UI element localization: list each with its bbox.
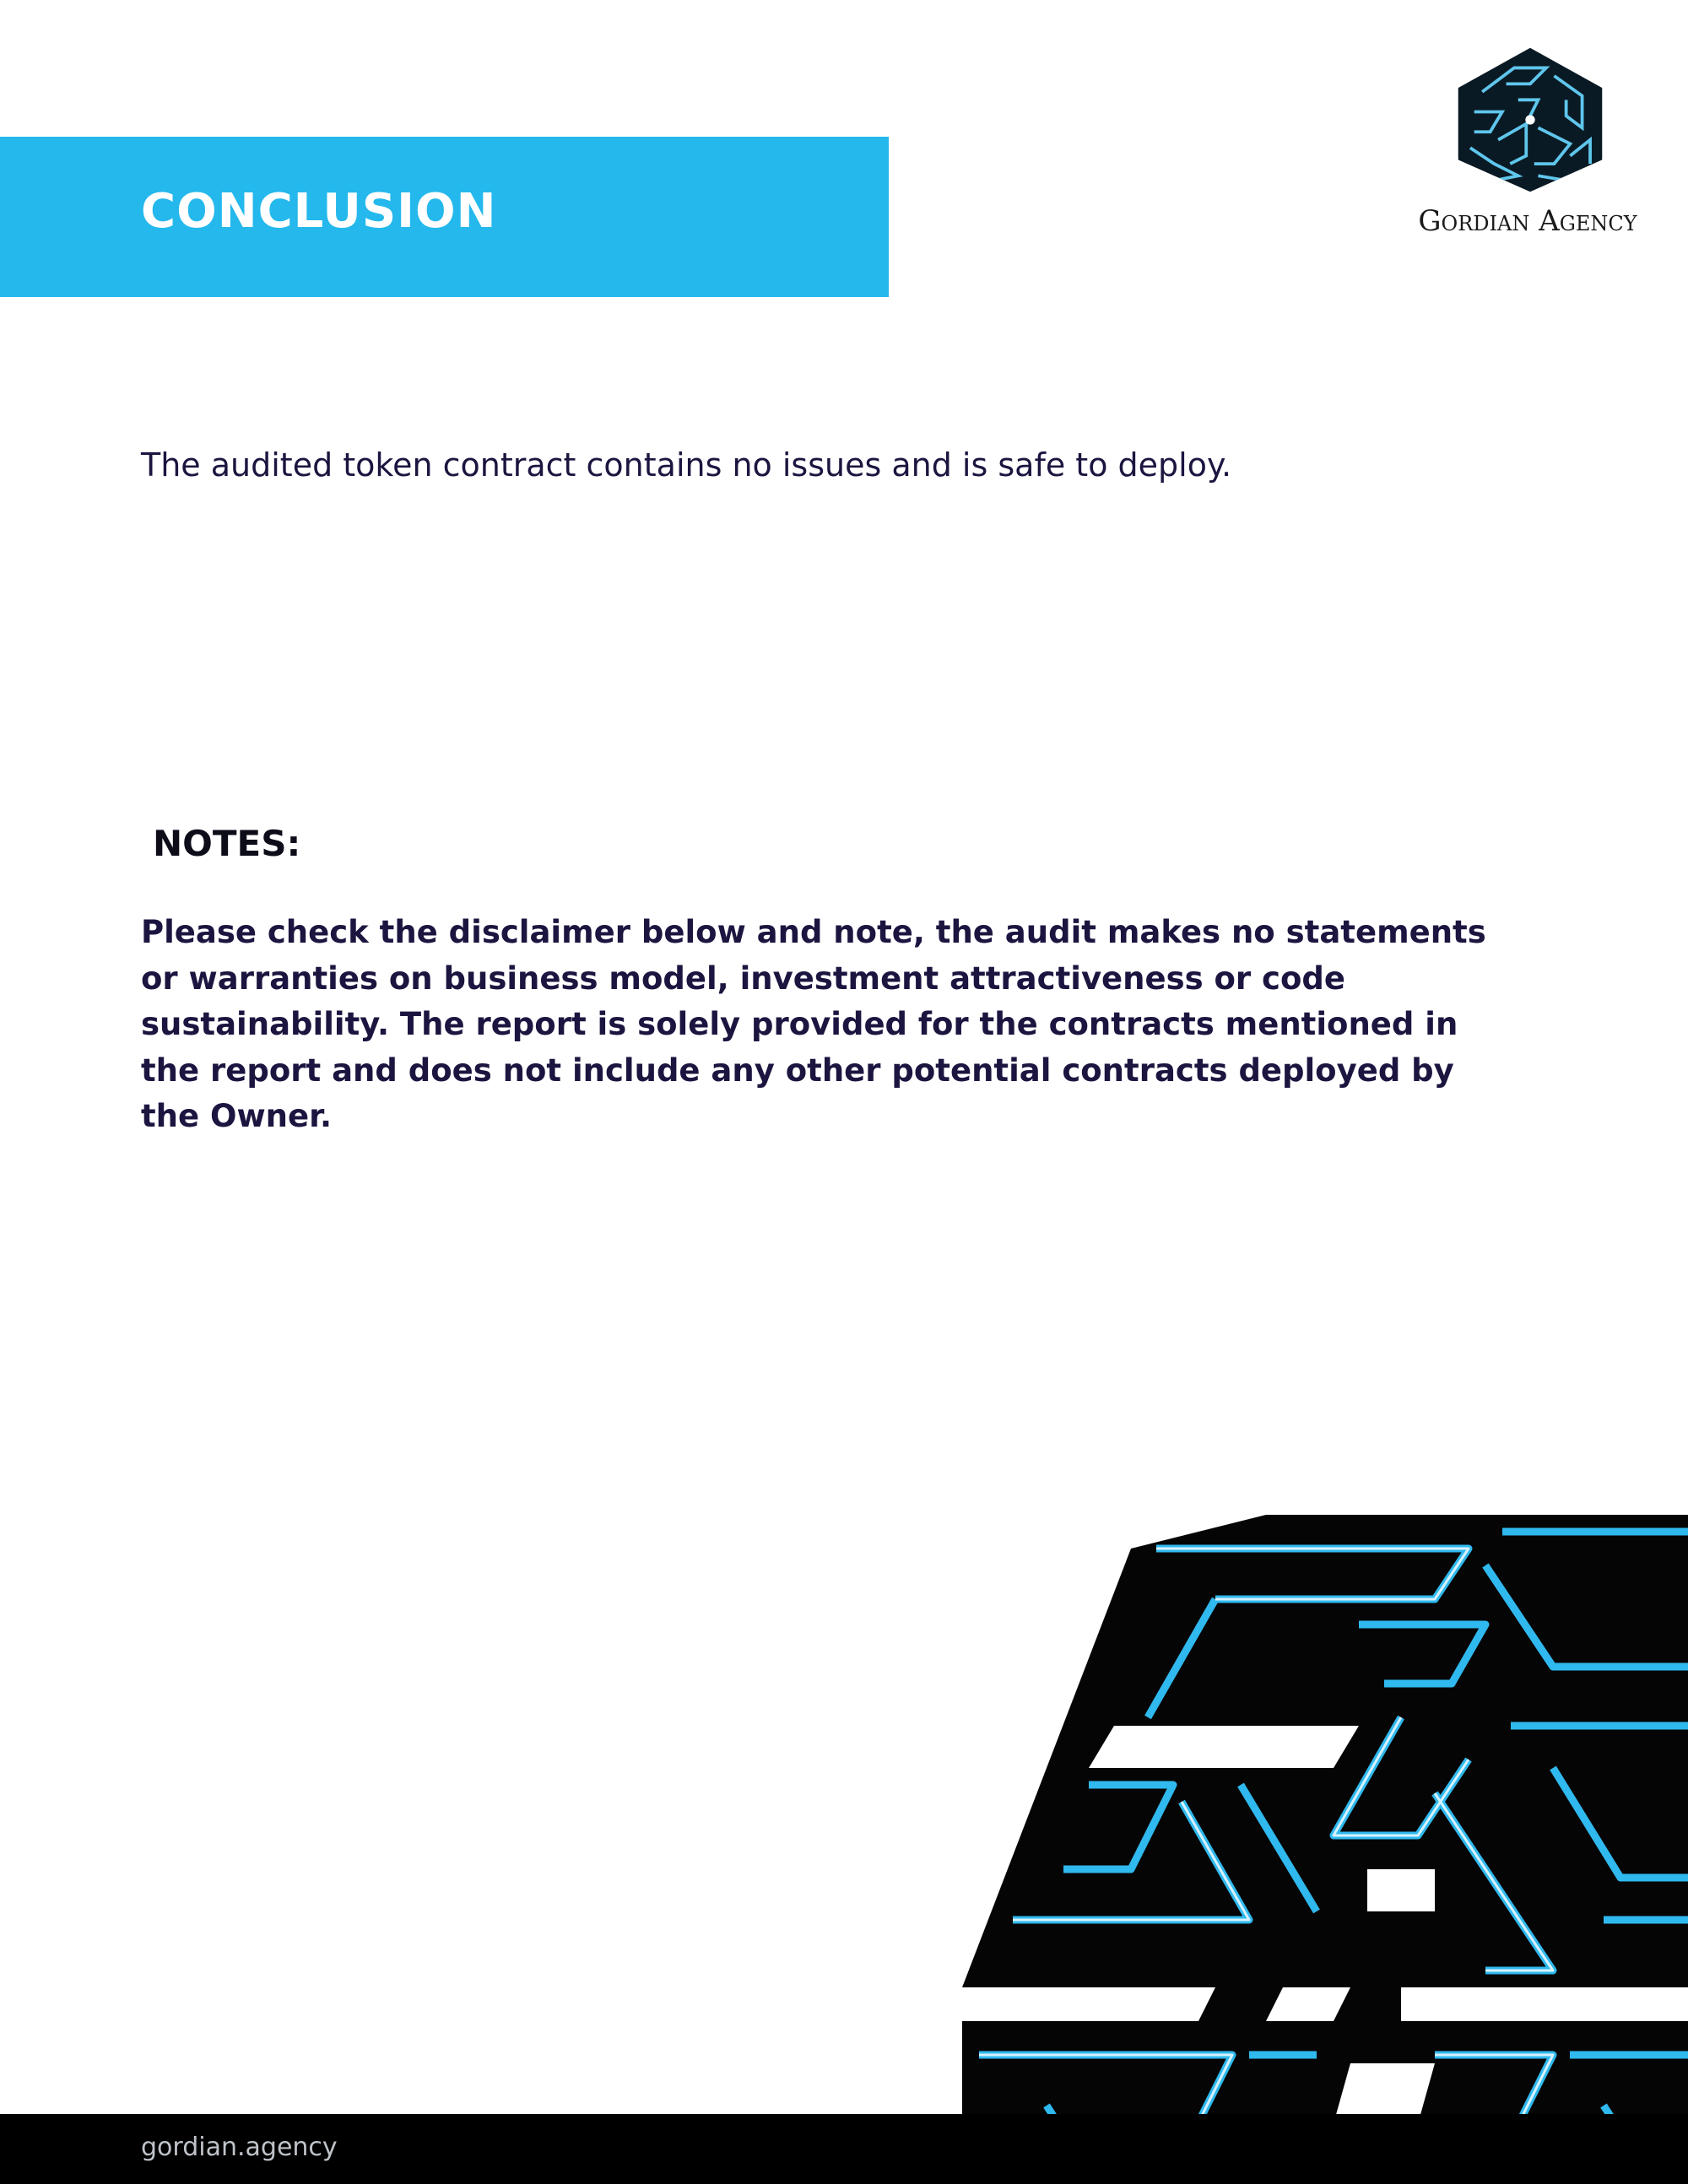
conclusion-text: The audited token contract contains no issues and is safe to deploy.: [141, 446, 1232, 484]
footer-url: gordian.agency: [141, 2133, 338, 2162]
footer-bar: [0, 2114, 1688, 2184]
section-header-band: [0, 137, 889, 297]
brand: [1401, 44, 1654, 240]
section-title: CONCLUSION: [141, 184, 497, 239]
notes-heading: NOTES:: [153, 823, 301, 864]
brand-name: Gordian Agency: [1418, 204, 1637, 238]
decorative-knot-graphic: [962, 1515, 1688, 2184]
notes-text: Please check the disclaimer below and note, the audit makes no statements or warranties on business model, investment attractiveness or code sustainability. The report is solely provided for the contracts mentioned in the report and does not include any other potential contracts deployed by the Owner.: [141, 914, 1486, 1134]
knot-pattern-icon: [962, 1515, 1688, 2184]
gordian-knot-hexagon-logo-icon: [1450, 44, 1610, 196]
